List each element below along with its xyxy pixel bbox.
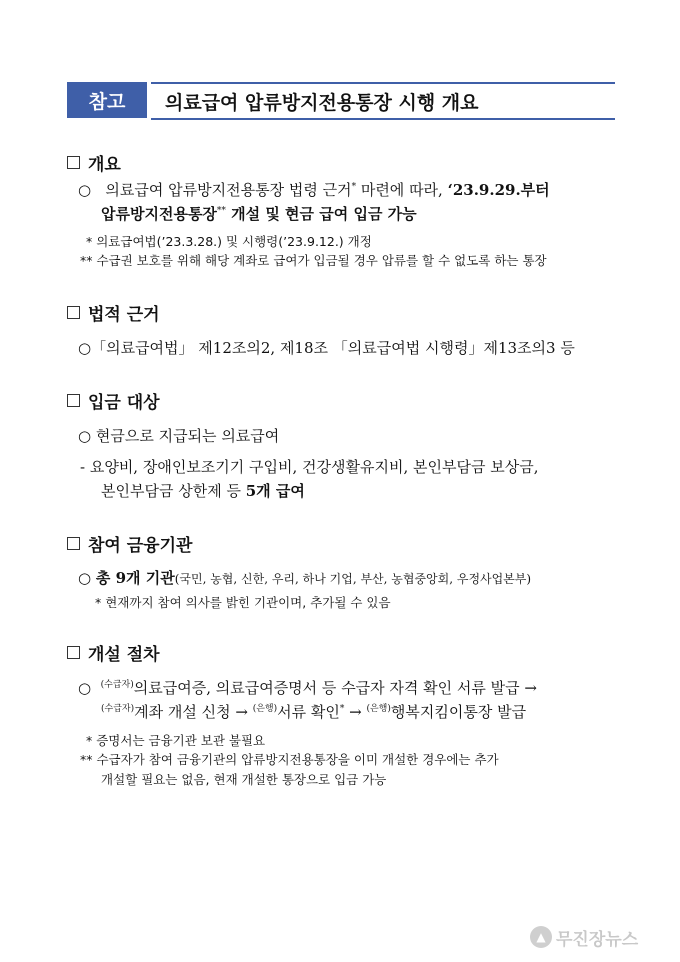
section-deposit-title: 입금 대상 bbox=[88, 392, 160, 413]
section-overview bbox=[67, 150, 627, 174]
section-title bbox=[67, 640, 627, 664]
watermark-text: 무진장뉴스 bbox=[556, 929, 639, 950]
watermark bbox=[530, 922, 670, 952]
section-title bbox=[67, 300, 627, 324]
section-title bbox=[67, 150, 627, 174]
overview-text: 의료급여 압류방지전용통장 법령 근거 bbox=[105, 181, 352, 199]
overview-account: 압류방지전용통장 bbox=[101, 205, 217, 223]
circle-bullet: ○ bbox=[78, 569, 96, 587]
document-title: 의료급여 압류방지전용통장 시행 개요 bbox=[151, 82, 615, 120]
legal-line-1: ○「의료급여법」 제12조의2, 제18조 「의료급여법 시행령」제13조의3 등 bbox=[78, 339, 575, 357]
overview-note-2: ** 수급권 보호를 위해 해당 계좌로 급여가 입금될 경우 압류를 할 수 없도록 하는 통장 bbox=[80, 253, 547, 268]
footnote-mark: * bbox=[339, 704, 345, 714]
institutions-line-1 bbox=[78, 566, 531, 591]
deposit-count: 5개 급여 bbox=[245, 482, 305, 500]
procedure-line-1 bbox=[78, 676, 537, 700]
actor-tag: (수급자) bbox=[101, 704, 135, 714]
procedure-note-2: ** 수급자가 참여 금융기관의 압류방지전용통장을 이미 개설한 경우에는 추가 bbox=[80, 752, 499, 767]
checkbox-square-icon bbox=[67, 306, 80, 319]
actor-tag: (은행) bbox=[366, 704, 391, 714]
procedure-text: 서류 확인 bbox=[277, 703, 340, 721]
procedure-note-3: 개설할 필요는 없음, 현재 개설한 통장으로 입금 가능 bbox=[101, 772, 387, 787]
section-deposit-target bbox=[67, 388, 627, 412]
overview-line-2 bbox=[101, 202, 417, 226]
deposit-text: 본인부담금 상한제 등 bbox=[101, 482, 246, 500]
section-title bbox=[67, 388, 627, 412]
procedure-text: 계좌 개설 신청 → bbox=[134, 703, 253, 721]
checkbox-square-icon bbox=[67, 537, 80, 550]
footnote-mark: * bbox=[351, 182, 357, 192]
procedure-note-1: * 증명서는 금융기관 보관 불필요 bbox=[86, 733, 266, 748]
overview-note-1: * 의료급여법(’23.3.28.) 및 시행령(’23.9.12.) 개정 bbox=[86, 234, 372, 249]
circle-bullet: ○ bbox=[78, 181, 92, 199]
procedure-arrow: → bbox=[344, 703, 367, 721]
institutions-note: * 현재까지 참여 의사를 밝힌 기관이며, 추가될 수 있음 bbox=[95, 595, 391, 610]
document-header bbox=[67, 82, 615, 118]
overview-text: 개설 및 현금 급여 입금 가능 bbox=[225, 205, 417, 223]
reference-badge: 참고 bbox=[67, 82, 147, 118]
checkbox-square-icon bbox=[67, 394, 80, 407]
circle-bullet: ○ bbox=[78, 679, 92, 697]
institutions-count: 총 9개 기관 bbox=[95, 569, 175, 587]
section-title bbox=[67, 531, 627, 555]
section-legal-title: 법적 근거 bbox=[88, 304, 160, 325]
overview-date: ‘23.9.29.부터 bbox=[447, 181, 550, 199]
overview-text: 마련에 따라, bbox=[356, 181, 448, 199]
actor-tag: (은행) bbox=[252, 704, 278, 714]
deposit-line-3 bbox=[101, 479, 305, 503]
section-overview-title: 개요 bbox=[88, 154, 121, 175]
section-procedure-title: 개설 절차 bbox=[88, 644, 160, 665]
deposit-line-2: - 요양비, 장애인보조기기 구입비, 건강생활유지비, 본인부담금 보상금, bbox=[80, 458, 539, 476]
section-legal-basis bbox=[67, 300, 627, 324]
procedure-line-2 bbox=[101, 700, 526, 724]
institutions-list: (국민, 농협, 신한, 우리, 하나 기업, 부산, 농협중앙회, 우정사업본부) bbox=[174, 572, 532, 586]
procedure-text: 행복지킴이통장 발급 bbox=[390, 703, 527, 721]
checkbox-square-icon bbox=[67, 156, 80, 169]
footnote-mark: ** bbox=[216, 206, 226, 216]
overview-line-1 bbox=[78, 178, 550, 202]
checkbox-square-icon bbox=[67, 646, 80, 659]
section-institutions bbox=[67, 531, 627, 555]
deposit-line-1: ○ 현금으로 지급되는 의료급여 bbox=[78, 427, 280, 445]
procedure-text: 의료급여증, 의료급여증명서 등 수급자 자격 확인 서류 발급 → bbox=[133, 679, 537, 697]
section-procedure bbox=[67, 640, 627, 664]
actor-tag: (수급자) bbox=[100, 680, 134, 690]
watermark-logo-icon: ▲ bbox=[530, 926, 552, 948]
section-institutions-title: 참여 금융기관 bbox=[88, 535, 193, 556]
